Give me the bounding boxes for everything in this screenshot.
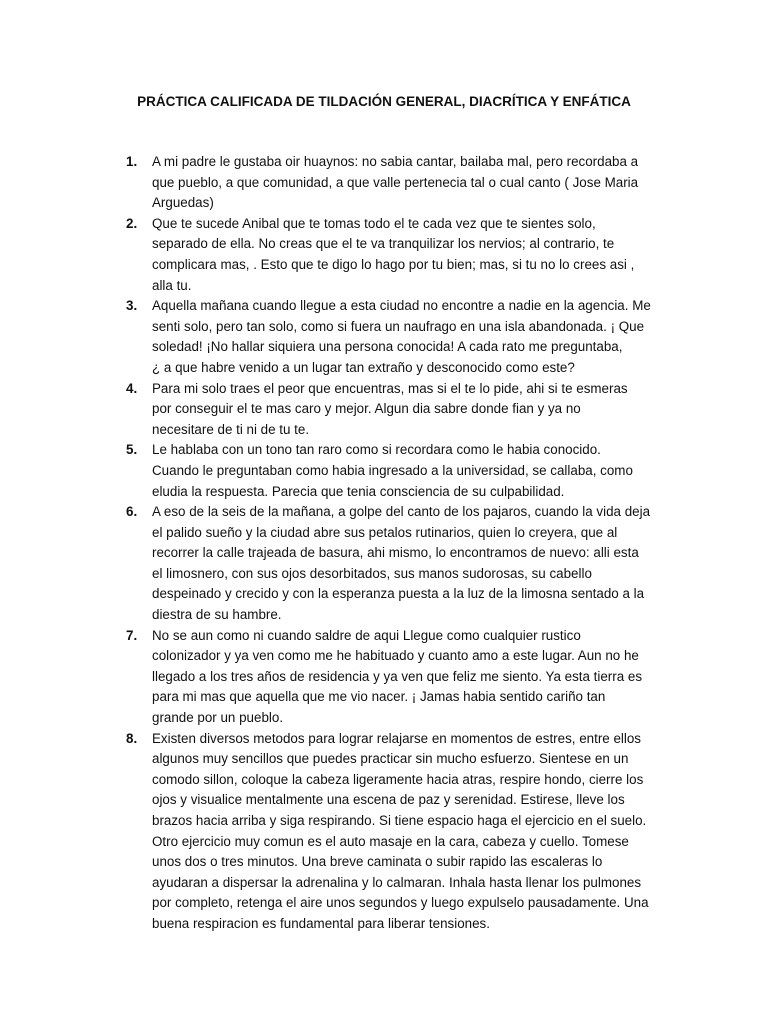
text-line: llegado a los tres años de residencia y ya ven que feliz me siento. Ya esta tierra es: [152, 668, 643, 684]
text-line: recorrer la calle trajeada de basura, ahi mismo, lo encontramos de nuevo: alli esta: [152, 545, 639, 561]
text-line: despeinado y crecido y con la esperanza puesta a la luz de la limosna sentado a la: [152, 586, 645, 602]
text-line: para mi mas que aquella que me vio nacer. ¡ Jamas habia sentido cariño tan: [152, 689, 606, 705]
item-number: 5.: [126, 442, 138, 458]
text-line: grande por un pueblo.: [152, 710, 284, 726]
text-line: alla tu.: [152, 277, 192, 293]
text-line: Otro ejercicio muy comun es el auto masaje en la cara, cabeza y cuello. Tomese: [152, 833, 629, 849]
text-line: ¿ a que habre venido a un lugar tan extraño y desconocido como este?: [152, 359, 575, 375]
item-text: [152, 440, 666, 502]
list-item: [126, 729, 666, 935]
item-text: [152, 729, 666, 935]
text-line: Cuando le preguntaban como habia ingresado a la universidad, se callaba, como: [152, 462, 633, 478]
item-text: [152, 379, 666, 441]
text-line: Arguedas): [152, 195, 214, 211]
text-line: el limosnero, con sus ojos desorbitados, sus manos sudorosas, su cabello: [152, 565, 592, 581]
text-line: Que te sucede Anibal que te tomas todo el te cada vez que te sientes solo,: [152, 215, 596, 231]
text-line: necesitare de ti ni de tu te.: [152, 421, 310, 437]
text-line: separado de ella. No creas que el te va tranquilizar los nervios; al contrario, te: [152, 236, 615, 252]
text-line: ayudaran a dispersar la adrenalina y lo calmaran. Inhala hasta llenar los pulmones: [152, 874, 642, 890]
text-line: colonizador y ya ven como me he habituado y cuanto amo a este lugar. Aun no he: [152, 648, 639, 664]
item-text: [152, 626, 666, 729]
text-line: brazos hacia arriba y siga respirando. Si tiene espacio haga el ejercicio en el suelo.: [152, 813, 647, 828]
item-number: 3.: [126, 298, 138, 314]
text-line: senti solo, pero tan solo, como si fuera un naufrago en una isla abandonada. ¡ Que: [152, 318, 645, 334]
text-line: Para mi solo traes el peor que encuentras, mas si el te lo pide, ahi si te esmeras: [152, 380, 628, 396]
item-number: 2.: [126, 215, 138, 231]
text-line: comodo sillon, coloque la cabeza ligeramente hacia atras, respire hondo, cierre los: [152, 771, 644, 787]
text-line: el palido sueño y la ciudad abre sus petalos rutinarios, quien lo creyera, que al: [152, 524, 618, 540]
text-line: por completo, retenga el aire unos segundos y luego expulselo pausadamente. Una: [152, 895, 649, 911]
text-line: buena respiracion es fundamental para liberar tensiones.: [152, 915, 490, 931]
item-text: [152, 296, 666, 378]
text-line: por conseguir el te mas caro y mejor. Algun dia sabre donde fian y ya no: [152, 401, 581, 417]
list-item: [126, 379, 666, 441]
text-line: soledad! ¡No hallar siquiera una persona conocida! A cada rato me preguntaba,: [152, 339, 623, 355]
list-item: [126, 626, 666, 729]
text-line: unos dos o tres minutos. Una breve caminata o subir rapido las escaleras lo: [152, 854, 603, 870]
text-line: No se aun como ni cuando saldre de aqui Llegue como cualquier rustico: [152, 627, 581, 643]
text-line: ojos y visualice mentalmente una escena de paz y serenidad. Estirese, lleve los: [152, 792, 625, 808]
item-text: [152, 214, 666, 296]
page-title: PRÁCTICA CALIFICADA DE TILDACIÓN GENERAL, DIACRÍTICA Y ENFÁTICA: [137, 94, 631, 109]
text-line: Le hablaba con un tono tan raro como si recordara como le habia conocido.: [152, 442, 601, 458]
text-line: A mi padre le gustaba oir huaynos: no sabia cantar, bailaba mal, pero recordaba a: [152, 154, 639, 169]
exercise-list: [126, 152, 666, 935]
text-line: eludia la respuesta. Parecia que tenia consciencia de su culpabilidad.: [152, 483, 565, 499]
item-text: [152, 502, 666, 626]
text-line: que pueblo, a que comunidad, a que valle pertenecia tal o cual canto ( Jose Maria: [152, 174, 639, 190]
list-item: [126, 296, 666, 378]
item-number: 4.: [126, 380, 138, 396]
item-number: 1.: [126, 154, 138, 169]
item-number: 6.: [126, 504, 138, 520]
text-line: complicara mas, . Esto que te digo lo hago por tu bien; mas, si tu no lo crees asi ,: [152, 256, 635, 272]
item-text: [152, 152, 666, 214]
list-item: [126, 440, 666, 502]
text-line: algunos muy sencillos que puedes practicar sin mucho esfuerzo. Sientese en un: [152, 751, 629, 767]
list-item: [126, 152, 666, 214]
text-line: Aquella mañana cuando llegue a esta ciudad no encontre a nadie en la agencia. Me: [152, 298, 651, 314]
list-item: [126, 502, 666, 626]
item-number: 7.: [126, 627, 138, 643]
item-number: 8.: [126, 730, 138, 746]
list-item: [126, 214, 666, 296]
text-line: A eso de la seis de la mañana, a golpe del canto de los pajaros, cuando la vida deja: [152, 504, 651, 520]
text-line: Existen diversos metodos para lograr relajarse en momentos de estres, entre ellos: [152, 730, 641, 746]
text-line: diestra de su hambre.: [152, 607, 282, 623]
